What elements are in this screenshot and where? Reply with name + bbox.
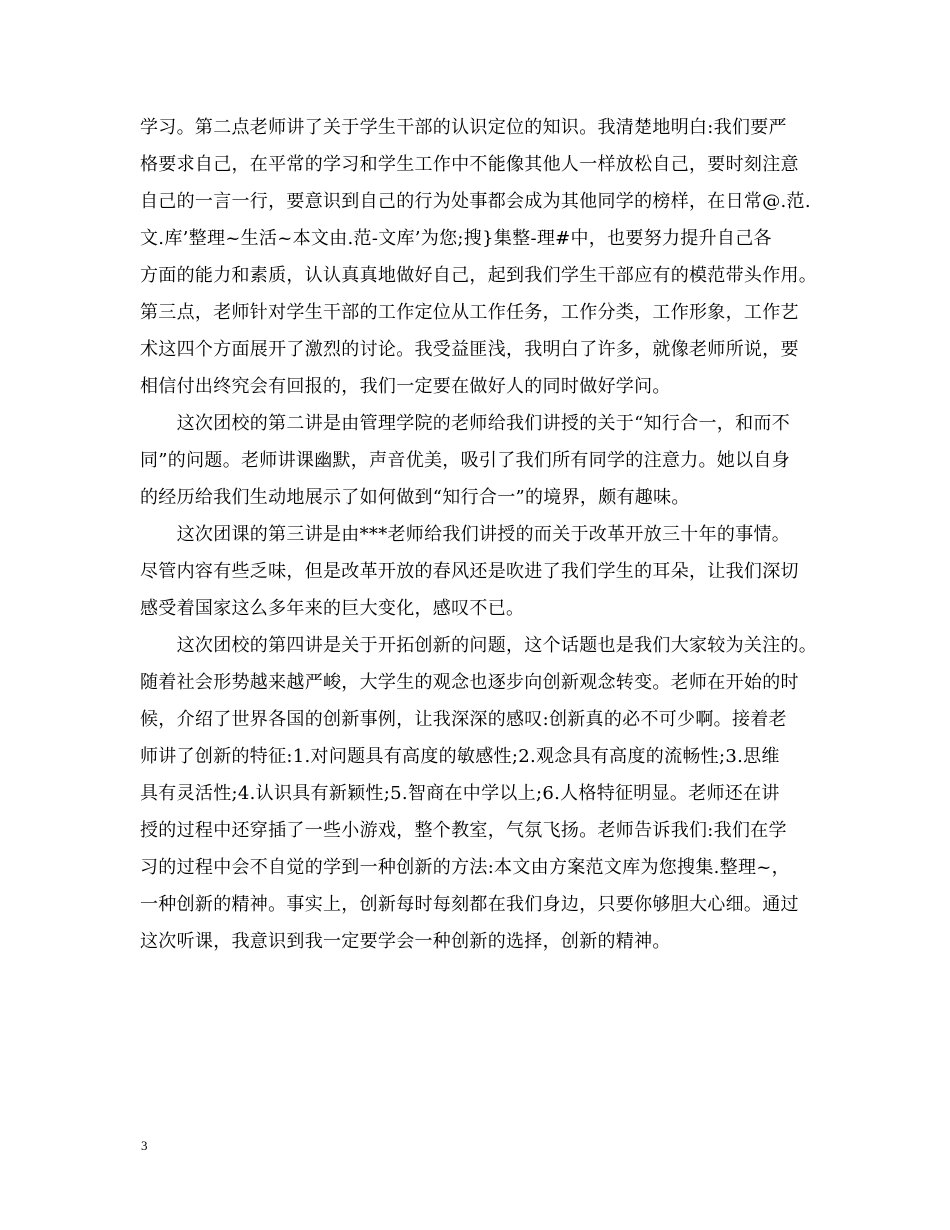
text-line: 这次听课，我意识到我一定要学会一种创新的选择，创新的精神。 — [140, 931, 671, 952]
page-number: 3 — [141, 1138, 148, 1153]
text-line: 尽管内容有些乏味，但是改革开放的春风还是吹进了我们学生的耳朵，让我们深切 — [140, 561, 799, 582]
text-line: 格要求自己，在平常的学习和学生工作中不能像其他人一样放松自己，要时刻注意 — [140, 154, 799, 175]
text-line: 学习。第二点老师讲了关于学生干部的认识定位的知识。我清楚地明白:我们要严 — [140, 117, 787, 138]
text-line: 习的过程中会不自觉的学到一种创新的方法:本文由方案范文库为您搜集.整理~， — [140, 857, 790, 878]
text-line: 第三点，老师针对学生干部的工作定位从工作任务，工作分类，工作形象，工作艺 — [140, 302, 799, 323]
text-line: 同”的问题。老师讲课幽默，声音优美，吸引了我们所有同学的注意力。她以自身 — [140, 450, 790, 471]
text-line: 师讲了创新的特征:1.对问题具有高度的敏感性;2.观念具有高度的流畅性;3.思维 — [140, 746, 780, 767]
text-line: 文.库’整理~生活~本文由.范-文库’为您;搜}集整-理#中，也要努力提升自己各 — [140, 228, 772, 249]
text-line: 的经历给我们生动地展示了如何做到“知行合一”的境界，颇有趣味。 — [140, 487, 690, 508]
text-line: 感受着国家这么多年来的巨大变化，感叹不已。 — [140, 598, 525, 619]
text-line: 授的过程中还穿插了一些小游戏，整个教室，气氛飞扬。老师告诉我们:我们在学 — [140, 820, 787, 841]
text-line: 这次团校的第四讲是关于开拓创新的问题，这个话题也是我们大家较为关注的。 — [140, 635, 818, 656]
text-line: 具有灵活性;4.认识具有新颖性;5.智商在中学以上;6.人格特征明显。老师还在讲 — [140, 783, 780, 804]
text-line: 相信付出终究会有回报的，我们一定要在做好人的同时做好学问。 — [140, 376, 671, 397]
text-line: 方面的能力和素质，认认真真地做好自己，起到我们学生干部应有的模范带头作用。 — [140, 265, 818, 286]
text-line: 这次团校的第二讲是由管理学院的老师给我们讲授的关于“知行合一，和而不 — [140, 413, 790, 434]
text-line: 自己的一言一行，要意识到自己的行为处事都会成为其他同学的榜样，在日常@.范. — [140, 191, 811, 212]
text-line: 一种创新的精神。事实上，创新每时每刻都在我们身边，只要你够胆大心细。通过 — [140, 894, 799, 915]
text-line: 候，介绍了世界各国的创新事例，让我深深的感叹:创新真的必不可少啊。接着老 — [140, 709, 787, 730]
text-line: 术这四个方面展开了激烈的讨论。我受益匪浅，我明白了许多，就像老师所说，要 — [140, 339, 799, 360]
text-line: 随着社会形势越来越严峻，大学生的观念也逐步向创新观念转变。老师在开始的时 — [140, 672, 799, 693]
text-line: 这次团课的第三讲是由***老师给我们讲授的而关于改革开放三十年的事情。 — [140, 524, 791, 545]
